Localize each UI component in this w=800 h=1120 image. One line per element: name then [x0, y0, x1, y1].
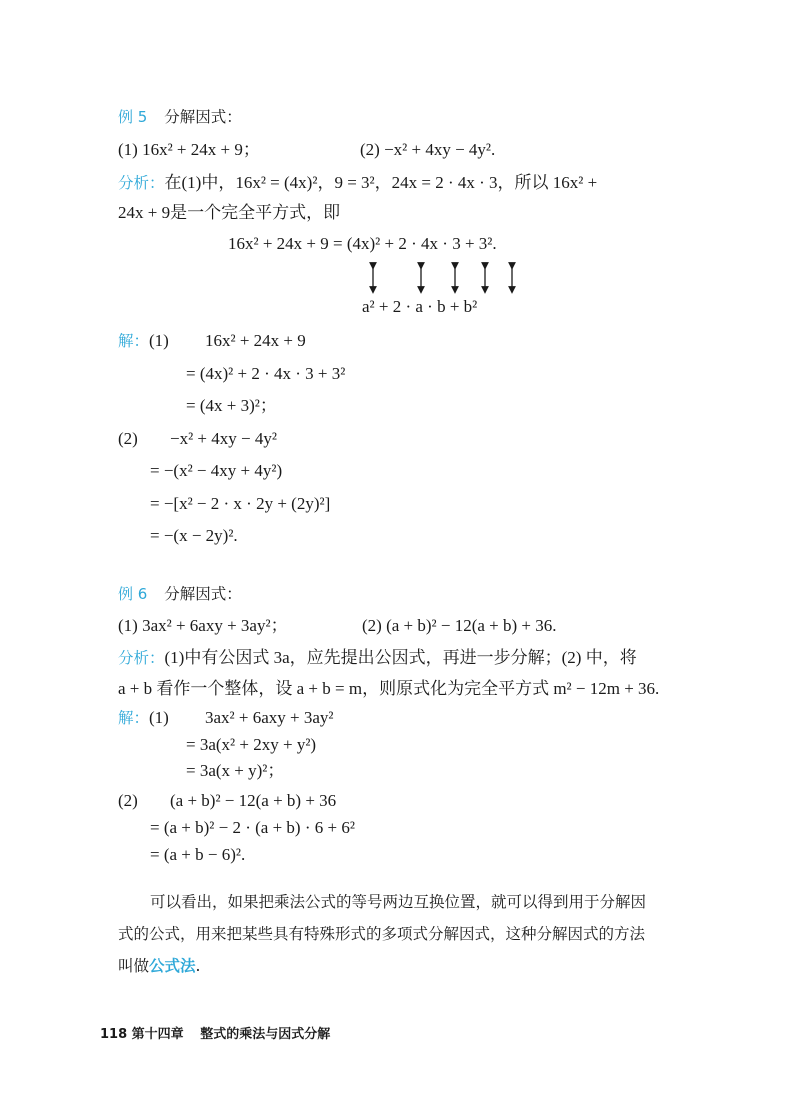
ex5-problem-1: (1) 16x² + 24x + 9；: [118, 140, 260, 159]
term-formula-method: 公式法: [149, 956, 196, 975]
ex5-sol2-line-4: = −(x − 2y)².: [150, 526, 238, 545]
ex5-sol1-line-2: = (4x)² + 2 · 4x · 3 + 3²: [186, 364, 346, 383]
ex6-heading: [118, 584, 242, 604]
ex6-sol1-line-3: = 3a(x + y)²；: [186, 761, 285, 780]
ex5-solution-1-head: [118, 331, 169, 351]
ex6-problem-2: (2) (a + b)² − 12(a + b) + 36.: [362, 616, 557, 635]
ex6-analysis-line-1: [118, 648, 637, 668]
ex6-analysis-label: 分析：: [118, 649, 165, 667]
conclusion-line-1: 可以看出，如果把乘法公式的等号两边互换位置，就可以得到用于分解因: [150, 893, 647, 911]
ex6-sol2-tag: (2): [118, 791, 138, 810]
ex6-analysis-text-1: (1)中有公因式 3a，应先提出公因式，再进一步分解；(2) 中，将: [164, 648, 637, 667]
ex6-sol1-tag: (1): [149, 708, 169, 727]
conclusion-line-3: [118, 956, 200, 976]
ex6-analysis-line-2: a + b 看作一个整体，设 a + b = m，则原式化为完全平方式 m² − 12m + 36.: [118, 679, 660, 698]
conclusion-line-2: 式的公式，用来把某些具有特殊形式的多项式分解因式，这种分解因式的方法: [118, 925, 646, 943]
page-number: 118: [100, 1027, 128, 1042]
page-footer: [100, 1025, 330, 1045]
ex5-analysis-label: 分析：: [118, 174, 165, 192]
ex6-solution-1-head: [118, 708, 169, 728]
ex5-title: 分解因式：: [164, 108, 242, 126]
ex5-sol1-tag: (1): [149, 331, 169, 350]
ex5-sol1-line-1: 16x² + 24x + 9: [205, 331, 306, 350]
ex5-sol2-tag: (2): [118, 429, 138, 448]
chapter-number: 第十四章: [131, 1027, 184, 1042]
ex6-solution-label: 解：: [118, 709, 150, 727]
ex6-sol1-line-1: 3ax² + 6axy + 3ay²: [205, 708, 334, 727]
chapter-title: 整式的乘法与因式分解: [200, 1027, 331, 1042]
ex6-sol1-line-2: = 3a(x² + 2xy + y²): [186, 735, 317, 754]
ex5-label: 例 5: [118, 108, 148, 126]
ex6-title: 分解因式：: [164, 585, 242, 603]
ex5-sol2-line-3: = −[x² − 2 · x · 2y + (2y)²]: [150, 494, 331, 513]
ex6-sol2-line-1: (a + b)² − 12(a + b) + 36: [170, 791, 337, 810]
ex5-display-equation: 16x² + 24x + 9 = (4x)² + 2 · 4x · 3 + 3².: [228, 234, 497, 253]
ex6-sol2-line-2: = (a + b)² − 2 · (a + b) · 6 + 6²: [150, 818, 355, 837]
ex6-problem-1: (1) 3ax² + 6axy + 3ay²；: [118, 616, 288, 635]
ex5-sol2-line-1: −x² + 4xy − 4y²: [170, 429, 277, 448]
ex6-label: 例 6: [118, 585, 148, 603]
ex5-display-pattern: a² + 2 · a · b + b²: [362, 297, 478, 316]
ex5-analysis-line-2: 24x + 9是一个完全平方式，即: [118, 203, 341, 222]
conclusion-line-3-suffix: .: [195, 957, 201, 975]
ex5-sol1-line-3: = (4x + 3)²；: [186, 396, 277, 415]
ex5-problem-2: (2) −x² + 4xy − 4y².: [360, 140, 496, 159]
ex5-analysis-text-1: 在(1)中，16x² = (4x)²，9 = 3²，24x = 2 · 4x · 3，所以 16x² +: [164, 173, 598, 192]
conclusion-line-3-prefix: 叫做: [118, 957, 150, 975]
ex6-sol2-line-3: = (a + b − 6)².: [150, 845, 246, 864]
ex5-sol2-line-2: = −(x² − 4xy + 4y²): [150, 461, 283, 480]
ex5-solution-label: 解：: [118, 332, 150, 350]
